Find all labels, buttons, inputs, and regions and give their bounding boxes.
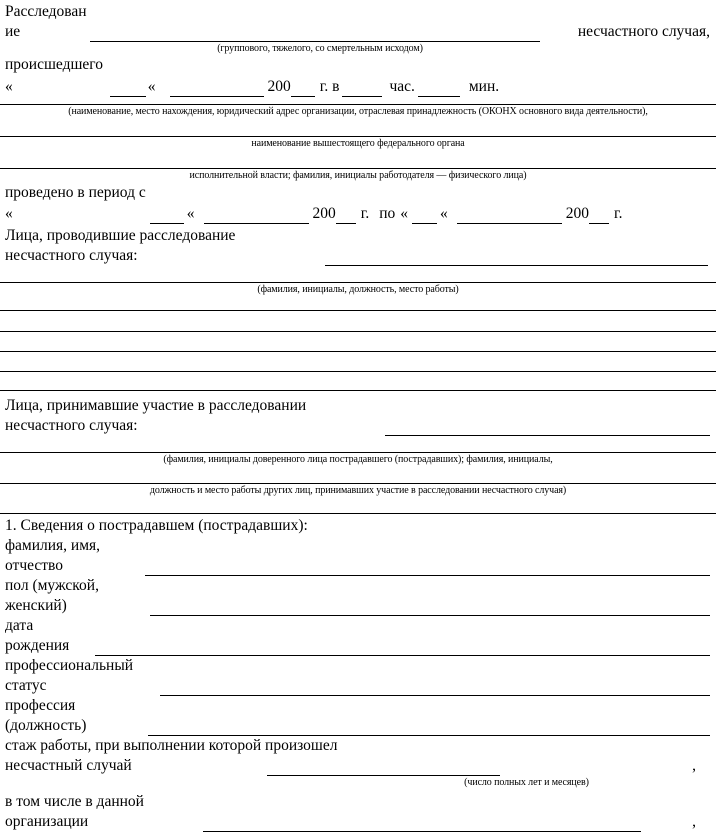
field-org-label-1: в том числе в данной <box>5 793 144 810</box>
field-sex-line-2 <box>0 596 716 616</box>
occurred-label-row <box>0 55 716 75</box>
blank-period-to-year[interactable] <box>589 207 609 224</box>
label-g-v: г. в <box>319 78 340 95</box>
field-fullname-line-1 <box>0 536 716 556</box>
title-word-part2: ие <box>5 23 21 40</box>
blank-participants[interactable] <box>385 419 710 436</box>
field-status-label-2: статус <box>5 677 47 694</box>
field-sex-line-1 <box>0 576 716 596</box>
field-status-label-1: профессиональный <box>5 657 134 674</box>
fill-line-investigators-5[interactable] <box>0 371 716 372</box>
blank-dob[interactable] <box>95 639 710 656</box>
caption-organization-3: исполнительной власти; фамилия, инициалы работодателя — физического лица) <box>189 170 527 181</box>
period-dates-row <box>0 204 716 224</box>
caption-incident-type: (группового, тяжелого, со смертельным исходом) <box>217 43 423 54</box>
comma: , <box>692 757 696 774</box>
occurred-label: происшедшего <box>5 56 104 73</box>
blank-hours[interactable] <box>342 80 382 97</box>
blank-period-to-month[interactable] <box>457 207 562 224</box>
blank-period-from-month[interactable] <box>204 207 309 224</box>
field-profession-label-1: профессия <box>5 697 76 714</box>
participants-line-1 <box>0 396 716 416</box>
label-g: г. <box>614 205 623 222</box>
field-org-label-2: организации <box>5 813 89 830</box>
comma: , <box>692 813 696 830</box>
year-prefix: 200 <box>267 78 291 95</box>
blank-minutes[interactable] <box>418 80 460 97</box>
blank-org-experience[interactable] <box>203 815 641 832</box>
caption-participants-2: должность и место работы других лиц, принимавших участие в расследовании несчастного случая) <box>149 485 567 496</box>
label-chas: час. <box>389 78 415 95</box>
label-po: по <box>379 205 396 222</box>
field-dob-line-2 <box>0 636 716 656</box>
field-fullname-line-2 <box>0 556 716 576</box>
year-prefix: 200 <box>312 205 336 222</box>
caption-experience: (число полных лет и месяцев) <box>464 777 589 788</box>
investigators-label-2: несчастного случая: <box>5 247 138 264</box>
period-label-row <box>0 183 716 203</box>
caption-participants-1: (фамилия, инициалы доверенного лица пострадавшего (пострадавших); фамилия, инициалы, <box>163 454 553 465</box>
label-g: г. <box>360 205 370 222</box>
occurred-date-row <box>0 77 716 97</box>
quote-open: « <box>400 205 409 222</box>
fill-line-investigators-6[interactable] <box>0 390 716 391</box>
title-line-2 <box>0 22 716 42</box>
quote-open: « <box>5 205 13 222</box>
blank-period-from-year[interactable] <box>336 207 356 224</box>
participants-label-1: Лица, принимавшие участие в расследовании <box>5 397 307 414</box>
caption-investigators: (фамилия, инициалы, должность, место работы) <box>257 284 459 295</box>
blank-month[interactable] <box>170 80 264 97</box>
field-status-line-1 <box>0 656 716 676</box>
field-fullname-label-1: фамилия, имя, <box>5 537 101 554</box>
field-experience-line-2 <box>0 756 716 776</box>
field-experience-label-1: стаж работы, при выполнении которой произошел <box>5 737 338 754</box>
investigators-label-1: Лица, проводившие расследование <box>5 227 236 244</box>
quote-open: « <box>5 78 13 95</box>
field-profession-label-2: (должность) <box>5 717 87 734</box>
quote-open: « <box>440 205 448 222</box>
blank-year[interactable] <box>291 80 315 97</box>
field-status-line-2 <box>0 676 716 696</box>
period-label: проведено в период с <box>5 184 146 201</box>
title-line-1 <box>0 2 716 22</box>
blank-sex[interactable] <box>150 599 710 616</box>
blank-day[interactable] <box>110 80 146 97</box>
blank-period-to-day[interactable] <box>412 207 437 224</box>
blank-profession[interactable] <box>148 719 710 736</box>
caption-organization-1: (наименование, место нахождения, юридический адрес организации, отраслевая принадлежность (ОКОНХ основного вида деятельности), <box>68 106 648 117</box>
fill-line-investigators-3[interactable] <box>0 331 716 332</box>
label-min: мин. <box>468 78 500 95</box>
year-prefix: 200 <box>565 205 590 222</box>
title-word-part1: Расследован <box>5 3 87 20</box>
field-experience-label-2: несчастный случай <box>5 757 132 774</box>
blank-period-from-day[interactable] <box>150 207 184 224</box>
fill-line-investigators-2[interactable] <box>0 310 716 311</box>
field-org-line-1 <box>0 792 716 812</box>
blank-fullname[interactable] <box>145 559 710 576</box>
field-profession-line-2 <box>0 716 716 736</box>
field-dob-line-1 <box>0 616 716 636</box>
investigators-line-1 <box>0 226 716 246</box>
participants-line-2 <box>0 416 716 436</box>
field-sex-label-2: женский) <box>5 597 67 614</box>
quote-open: « <box>186 205 195 222</box>
field-dob-label-1: дата <box>5 617 34 634</box>
caption-organization-2: наименование вышестоящего федерального органа <box>251 138 465 149</box>
field-profession-line-1 <box>0 696 716 716</box>
section1-title-row <box>0 516 716 536</box>
title-right-text: несчастного случая, <box>577 23 710 40</box>
blank-status[interactable] <box>160 679 710 696</box>
blank-investigators[interactable] <box>325 249 708 266</box>
field-experience-line-1 <box>0 736 716 756</box>
field-fullname-label-2: отчество <box>5 557 63 574</box>
section1-title: 1. Сведения о пострадавшем (пострадавших): <box>5 517 308 534</box>
fill-line-investigators-4[interactable] <box>0 351 716 352</box>
field-org-line-2 <box>0 812 716 832</box>
blank-experience[interactable] <box>267 759 500 776</box>
field-sex-label-1: пол (мужской, <box>5 577 99 594</box>
field-dob-label-2: рождения <box>5 637 70 654</box>
fill-line-participants-3[interactable] <box>0 513 716 514</box>
blank-incident-type[interactable] <box>90 25 540 42</box>
participants-label-2: несчастного случая: <box>5 417 138 434</box>
investigators-line-2 <box>0 246 716 266</box>
quote-open: « <box>147 78 156 95</box>
